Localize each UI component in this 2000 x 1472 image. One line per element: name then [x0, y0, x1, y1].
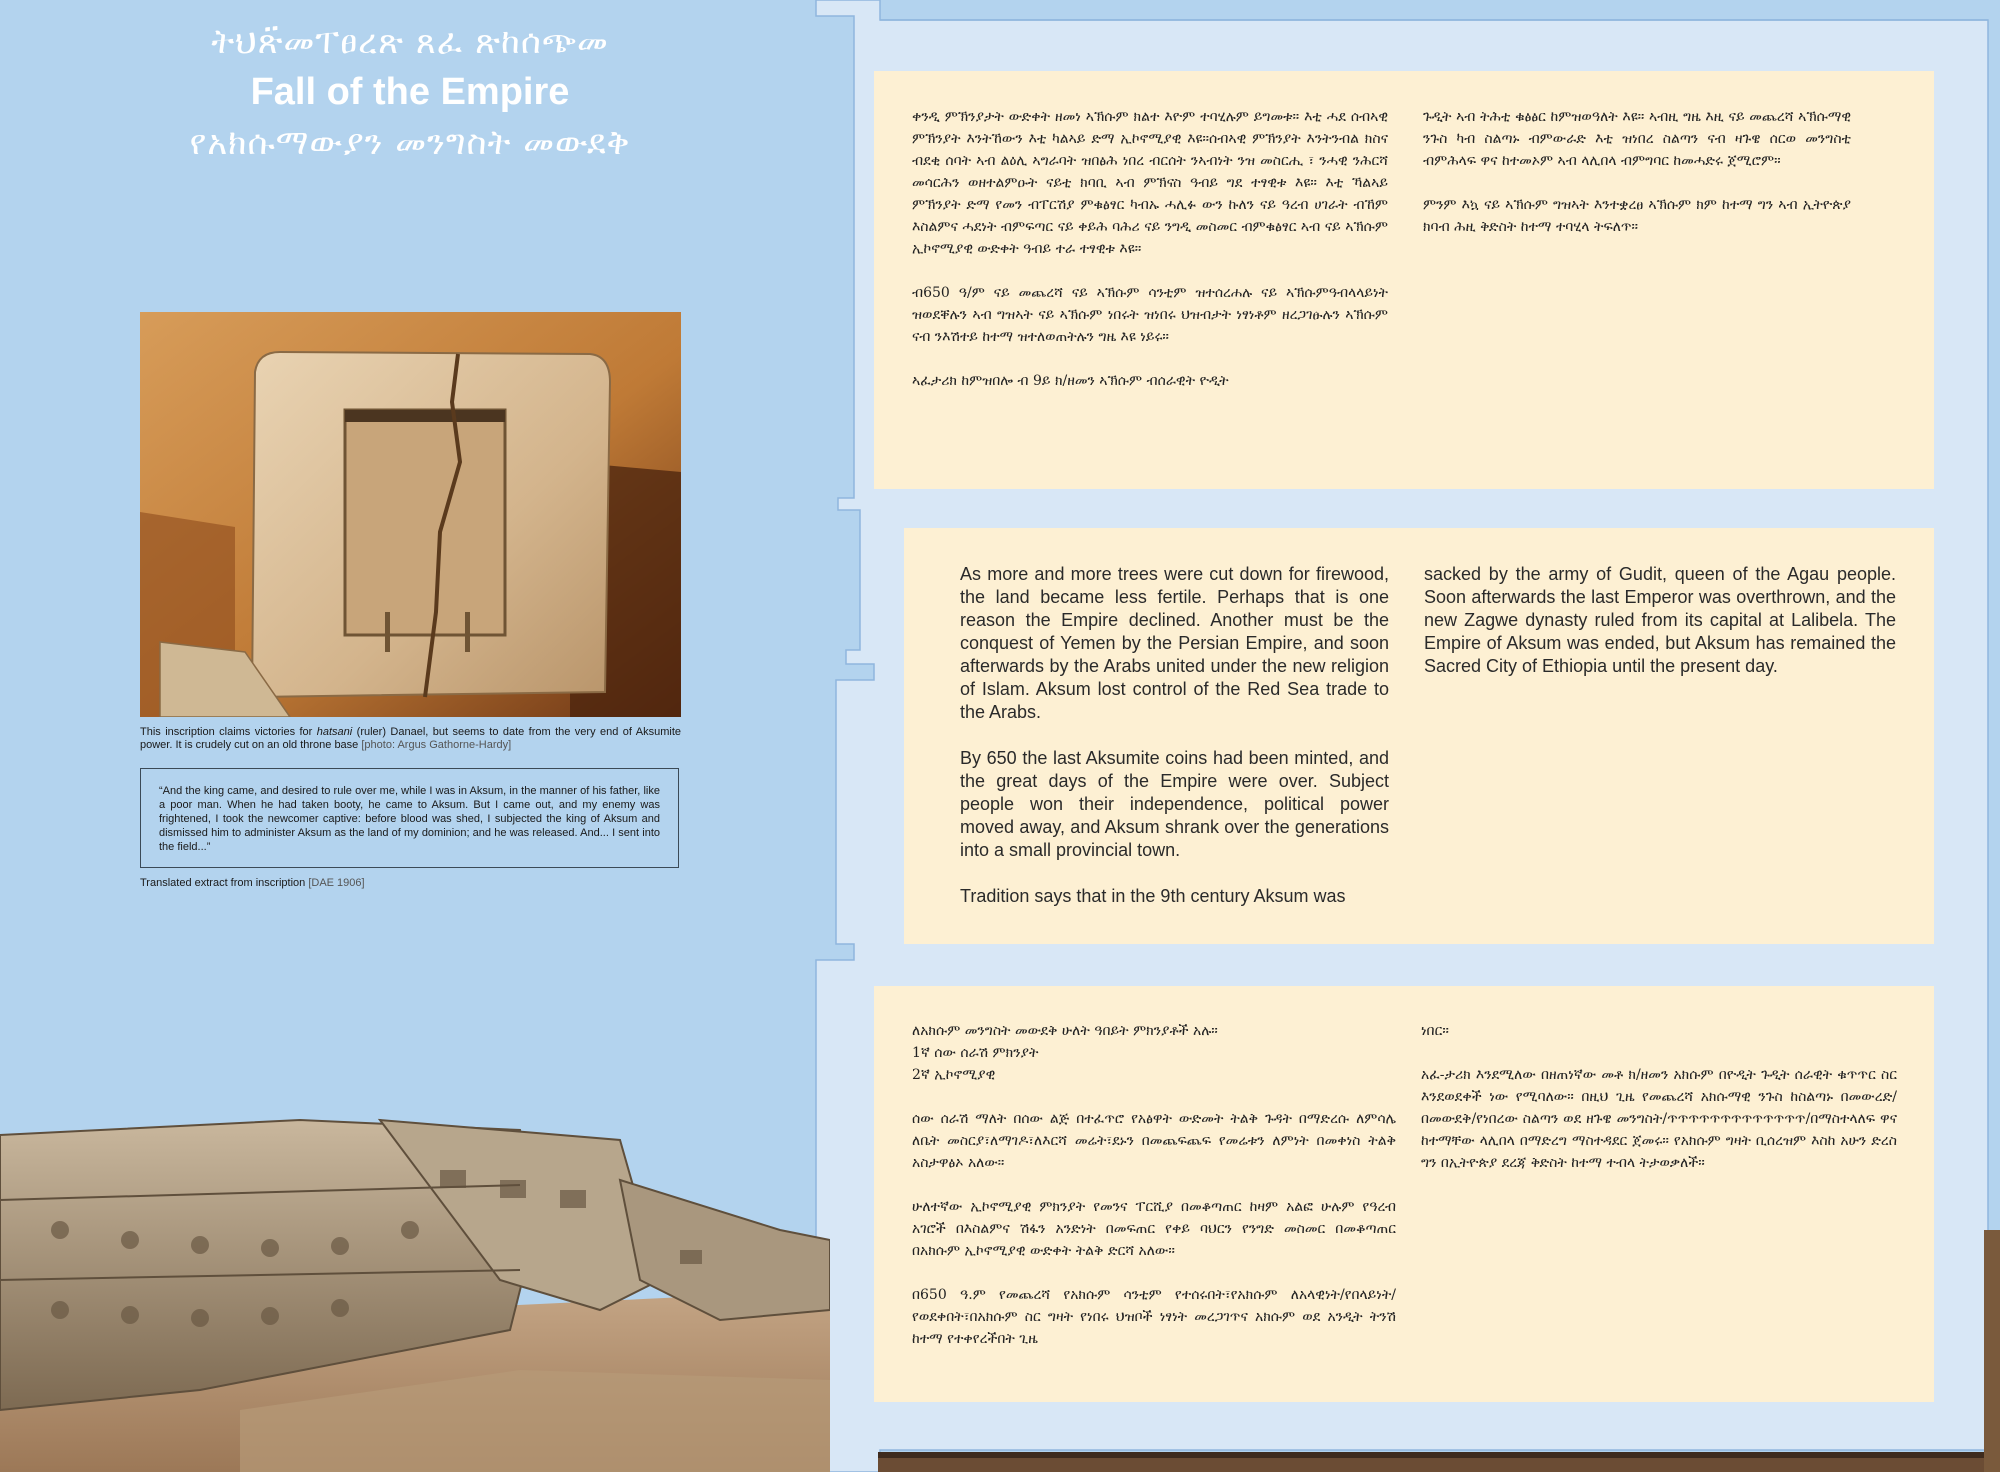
english-paragraph: sacked by the army of Gudit, queen of the Agau people. Soon afterwards the last Emperor was overthrown, and the new Zagwe dynasty ruled from its capital at Lalibela. The Empire of Aksum was ended, but Aksum has remained the Sacred City of Ethiopia until the present day. [1424, 564, 1896, 676]
photo-credit: [photo: Argus Gathorne-Hardy] [361, 739, 512, 751]
tigrinya-paragraph: ኣፈታሪክ ከምዝበሎ ብ 9ይ ክ/ዘመን ኣኽሱም ብሰራዊት ዮዲት [912, 373, 1229, 389]
english-paragraph: By 650 the last Aksumite coins had been minted, and the great days of the Empire were over. Subject people won their independence, political power moved away, and Aksum shrank over the generations into a small provincial town. [960, 748, 1389, 860]
english-paragraph: As more and more trees were cut down for firewood, the land became less fertile. Perhaps that is one reason the Empire declined. Another must be the conquest of Yemen by the Persian Empire, and soon afterwards by the Arabs united under the new religion of Islam. Aksum lost control of the Red Sea trade to the Arabs. [960, 564, 1389, 722]
inscription-quote: “And the king came, and desired to rule over me, while I was in Aksum, in the manner of his father, like a poor man. When he had taken booty, he came to Aksum. But I came out, and my enemy was frightened, I took the newcomer captive: before blood was shed, I subjected the king of Aksum and dismissed him to administer Aksum as the land of my dominion; and he was released. And... I sent into the field...” [159, 785, 660, 853]
caption-text-end: (ruler) Danael, but seems to date from the very end of Aksumite power. It is crudely cut on an old throne base [140, 726, 682, 751]
quote-source [140, 877, 365, 889]
inscription-photo [140, 312, 681, 717]
amharic-line: 1ኛ ሰው ሰራሽ ምክንያት [912, 1045, 1039, 1061]
title-amharic: የአክሱማውያን መንግስት መውደቅ [189, 123, 631, 163]
amharic-column-2 [1421, 1020, 1897, 1196]
amharic-paragraph: ነበር። [1421, 1023, 1449, 1039]
amharic-intro [912, 1020, 1396, 1086]
photo-caption [140, 726, 681, 752]
tigrinya-paragraph: ጉዲት ኣብ ትሕቲ ቁፅፅር ከምዝወዓለት እዩ። ኣብዚ ግዜ እዚ ናይ መጨረሻ ኣኽሱማዊ ንጉስ ካብ ስልጣኑ ብምውራድ እቲ ዝነበረ ስልጣን ናብ ዛጉዌ ሰርወ መንግስቲ ብምሕላፍ ዋና ከተመኦም ኣብ ላሊበላ ብምግባር ከመሓድሩ ጀሚሮም። [1423, 109, 1851, 169]
tigrinya-column-1 [912, 106, 1388, 414]
amharic-line: ለአክሱም መንግስት መውደቅ ሁለት ዓበይት ምክንያቶች አሉ። [912, 1023, 1218, 1039]
english-column-2 [1424, 563, 1896, 701]
inscription-quote-box [140, 768, 679, 868]
caption-emphasis: hatsani [316, 726, 353, 738]
quote-source-text: Translated extract from inscription [140, 877, 309, 889]
amharic-paragraph: ሁለተኛው ኢኮኖሚያዊ ምክንያት የመንና ፐርሺያ በመቆጣጠር ከዛም አልፎ ሁሉም የዓረብ አገሮች በእስልምና ሽፋን አንድነት በመፍጠር የቀይ ባህርን የንግድ መስመር በመቆጣጠር በአክሱም ኢኮኖሚያዊ ውድቀት ትልቅ ድርሻ አለው። [912, 1199, 1396, 1259]
amharic-paragraph: በ650 ዓ.ም የመጨረሻ የአክሱም ሳንቲም የተሰሩበት፣የአክሱም ለአላዊነት/የበላይነት/ የወደቀበት፣በአክሱም ስር ግዛት የነበሩ ህዝቦች ነፃነት መረጋገጥና አክሱም ወደ አንዲት ትንሽ ከተማ የተቀየረችበት ጊዜ [912, 1287, 1396, 1347]
amharic-column-1 [912, 1020, 1396, 1372]
title-english: Fall of the Empire [250, 71, 570, 113]
tigrinya-paragraph: ብ650 ዓ/ም ናይ መጨረሻ ናይ ኣኽሱም ሳንቲም ዝተሰረሐሉ ናይ ኣኽሱምዓብላላይነት ዝወደቐሉን ኣብ ግዝኣት ናይ ኣኽሱም ነበሩት ዝነበሩ ህዝብታት ነፃነቶም ዘረጋገፁሉን ኣኽሱም ናብ ንእሽተይ ከተማ ዝተለወጠትሉን ግዜ እዩ ነይሩ። [912, 285, 1388, 345]
title-tigrinya: ትህጽ፟መፐፀረጽ ጸፈ ጽከሰጭመ [211, 22, 609, 62]
tigrinya-paragraph: ቀንዲ ምኽንያታት ውድቀት ዘመነ ኣኽሱም ክልተ እዮም ተባሂሉም ይግመቱ። እቲ ሓደ ሰብኣዊ ምኽንያት እንትኸውን እቲ ካልኣይ ድማ ኢኮኖሚያዊ እዩ።ሰብኣዊ ምኽንያት እንትንብል ክስና ብደቂ ሰባት ኣብ ልዕሊ ኣግራባት ዝበፅሕ ነበረ ብርሰት ንኣብነት ንዝ መስርሒ ፣ ንሓዊ ንሕርሻ መሳርሕን ወዘተልምዑት ናይቲ ክባቢ ኣብ ምኽናስ ዓብይ ግደ ተፃዊቱ እዩ። እቲ ኻልኣይ ምኽንያት ድማ የመን ብፐርሽያ ምቁፅፃር ካብኡ ሓሊፉ ውን ኩለን ናይ ዓረብ ሀገራት ብኸም እስልምና ሓደነት ብምፍጣር ናይ ቀይሕ ባሕሪ ናይ ንግዲ መስመር ብምቁፅፃር ኣብ ናይ ኣኽሱም ኢኮኖሚያዊ ውድቀት ዓብይ ተራ ተፃዊቱ እዩ። [912, 109, 1388, 257]
amharic-line: 2ኛ ኢኮኖሚያዊ [912, 1067, 996, 1083]
title-block [0, 18, 820, 168]
fallen-stele-photo [0, 1080, 830, 1472]
amharic-paragraph: አፈ-ታሪክ እንደሚለው በዘጠነኛው መቶ ክ/ዘመን አክሱም በዮዲት ጉዲት ሰራዊት ቁጥጥር ስር እንደወደቀች ነው የሚባለው። በዚህ ጊዜ የመጨረሻ አክሱማዊ ንጉስ ከስልጣኑ በመውረድ/በመውደቅ/የነበረው ስልጣን ወደ ዘጉዌ መንግስት/ጥጥጥጥጥጥጥጥጥጥጥጥጥ/በማስተላለፍ ዋና ከተማቸው ላሊበላ በማድረግ ማስተዳደር ጀመሩ። የአክሱም ግዛት ቢሰረዝም እስከ አሁን ድረስ ግን በኢትዮጵያ ደረጃ ቅድስት ከተማ ተብላ ትታወቃለች። [1421, 1067, 1897, 1171]
caption-text: This inscription claims victories for [140, 726, 317, 738]
tigrinya-column-2 [1423, 106, 1851, 260]
quote-source-credit: [DAE 1906] [308, 877, 365, 889]
english-paragraph: Tradition says that in the 9th century Aksum was [960, 886, 1346, 906]
english-column-1 [960, 563, 1389, 931]
tigrinya-paragraph: ምንም እኳ ናይ ኣኽሱም ግዝኣት እንተቋረፀ ኣኽሱም ክም ከተማ ግን ኣብ ኢትዮጵያ ክባብ ሕዚ ቅድስት ከተማ ተባሂላ ትፍለጥ። [1423, 197, 1851, 235]
amharic-paragraph: ሰው ሰራሽ ማለት በሰው ልጅ በተፈጥሮ የአፅዋት ውድመት ትልቅ ጉዳት በማድረሱ ለምሳሌ ለቤት መስርያ፣ለማገዶ፣ለእርሻ መሬት፣ደኑን በመጨፍጨፍ የመሬቱን ለምነት በመቀነስ ትልቅ አስታዋፅኦ አለው። [912, 1111, 1396, 1171]
